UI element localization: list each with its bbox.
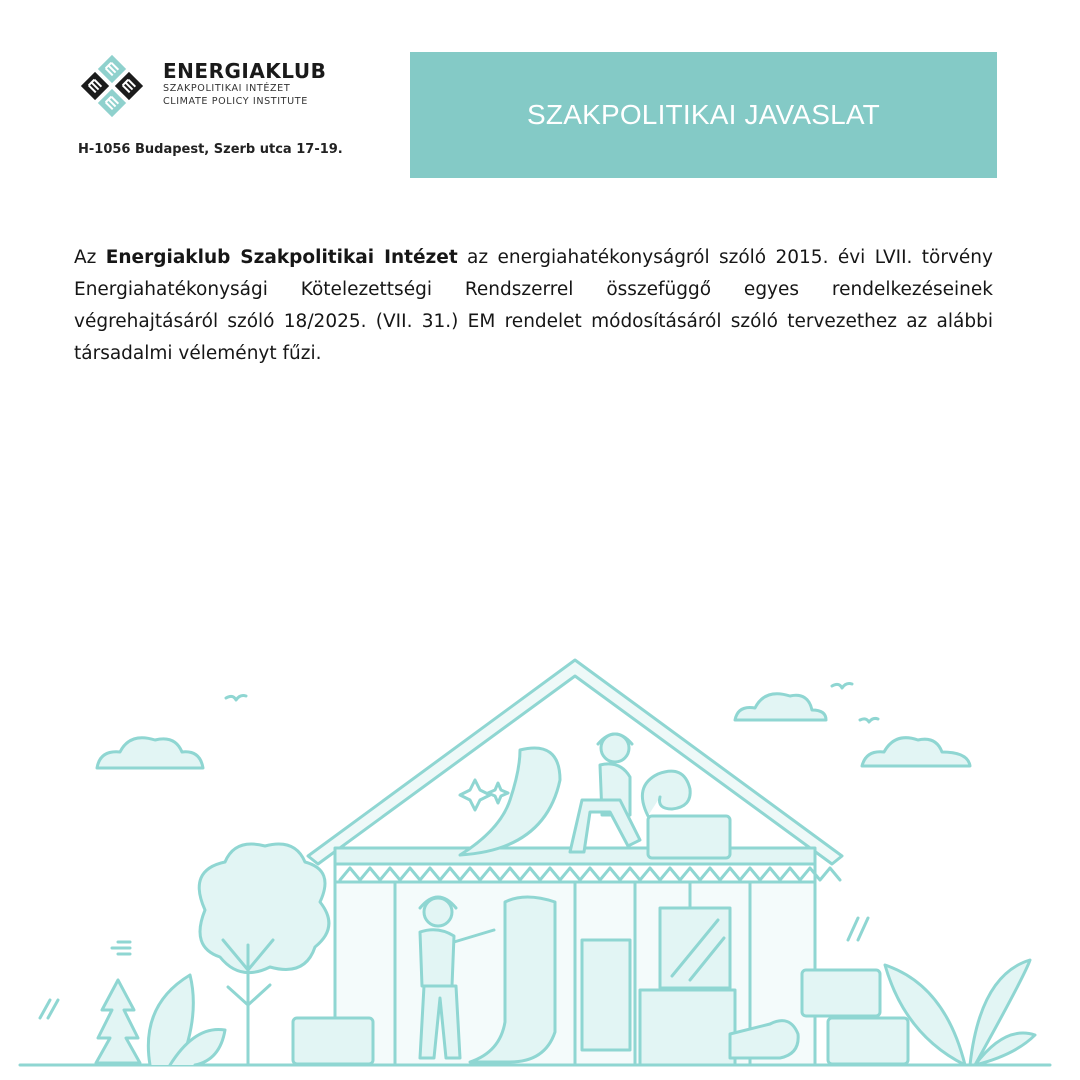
intro-text: az energiahatékonyságról szóló 2015. évi LVII. törvény Energiahatékonysági Kötelezettségi Rendszerrel összefüggő egyes rendelkezéseinek végrehajtásáról szóló 18/2025. (VII. 31.) EM rendelet módosításáról szóló tervezethez az alábbi társadalmi véleményt fűzi.: [74, 246, 993, 364]
energiaklub-logo: [76, 50, 336, 130]
address: H-1056 Budapest, Szerb utca 17-19.: [78, 142, 343, 157]
intro-prefix: Az: [74, 246, 106, 268]
title-banner: [410, 52, 997, 178]
organization-name: Energiaklub Szakpolitikai Intézet: [105, 246, 458, 268]
logo-subtitle-en: CLIMATE POLICY INSTITUTE: [163, 96, 308, 107]
intro-paragraph: [74, 242, 993, 370]
logo-name: ENERGIAKLUB: [163, 59, 327, 83]
banner-title: SZAKPOLITIKAI JAVASLAT: [527, 99, 880, 130]
logo-subtitle-hu: SZAKPOLITIKAI INTÉZET: [163, 83, 291, 94]
logo-mark-icon: [76, 50, 148, 122]
house-insulation-illustration: [0, 640, 1080, 1080]
